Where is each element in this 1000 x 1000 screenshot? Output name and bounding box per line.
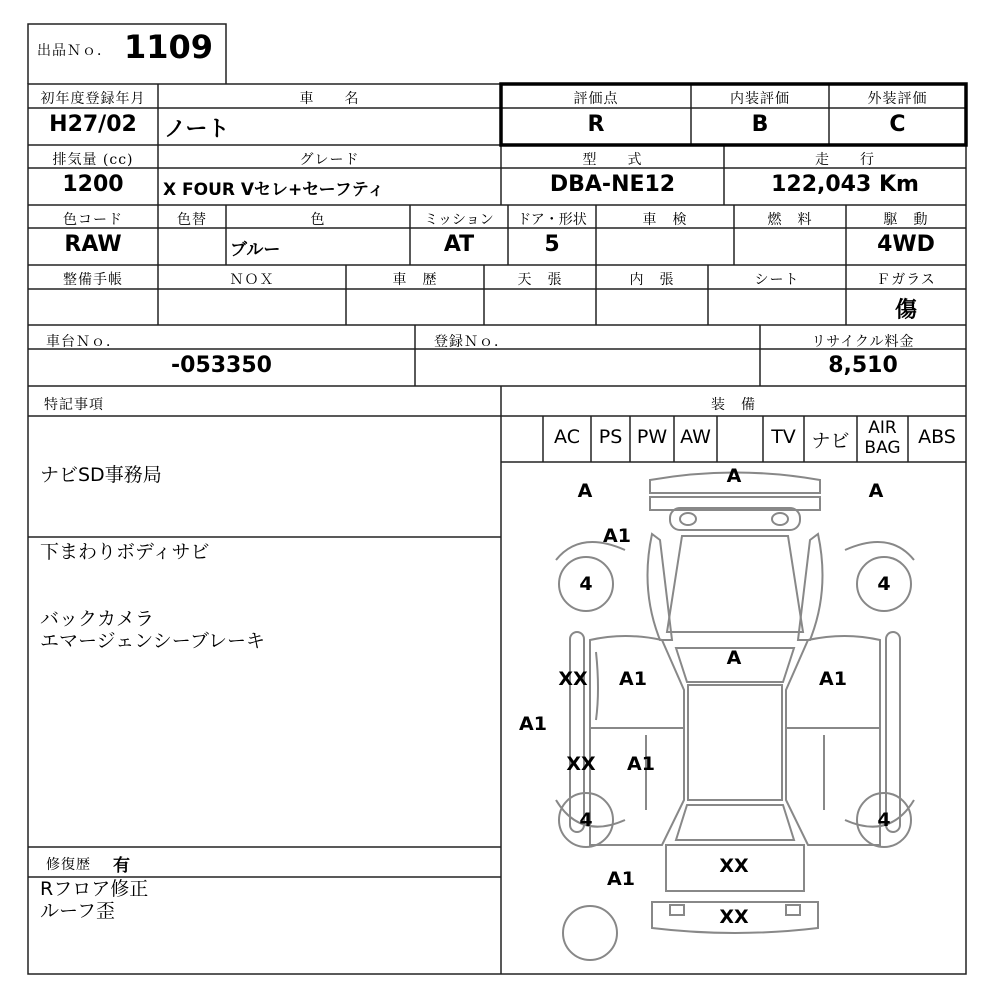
reg-date-value: H27/02: [49, 112, 137, 137]
mark-left-sill: A1: [519, 713, 547, 735]
equip-tv: TV: [771, 426, 796, 448]
inspection-label: 車 検: [642, 212, 688, 228]
notes-line-2: 下まわりボディサビ: [40, 541, 210, 563]
interior-label: 内装評価: [730, 91, 790, 107]
model-label: 型 式: [582, 152, 643, 168]
left-sill-shape: [570, 632, 584, 832]
repair-line-1: Rフロア修正: [40, 878, 149, 900]
color-value: ブルー: [230, 240, 281, 260]
mark-right-front-door: A1: [819, 668, 847, 690]
transmission-label: ミッション: [424, 212, 494, 228]
mark-trunk: XX: [719, 855, 749, 877]
color-code-value: RAW: [64, 232, 122, 257]
mark-left-rear-door-xx: XX: [566, 753, 596, 775]
doors-value: 5: [544, 232, 560, 257]
mark-left-front-door-a1: A1: [619, 668, 647, 690]
mark-left-front-door-xx: XX: [558, 668, 588, 690]
color-label: 色: [310, 212, 326, 228]
equip-aw: AW: [680, 426, 711, 448]
score-label: 評価点: [573, 91, 619, 107]
exterior-label: 外装評価: [867, 91, 928, 107]
fglass-value: 傷: [894, 298, 917, 323]
interior-value: B: [751, 112, 769, 137]
grade-value: X FOUR Vセレ+セーフティ: [163, 180, 385, 200]
displacement-label: 排気量 (cc): [52, 152, 134, 168]
mark-roof: A: [726, 647, 742, 669]
right-sill-shape: [886, 632, 900, 832]
mark-front-right-corner: A: [868, 480, 884, 502]
mark-rear-bumper: XX: [719, 906, 749, 928]
score-value: R: [587, 112, 605, 137]
model-value: DBA-NE12: [549, 172, 676, 197]
equip-ac: AC: [554, 426, 580, 448]
lot-number: 1109: [124, 28, 214, 66]
recycle-label: リサイクル料金: [811, 334, 915, 350]
fuel-label: 燃 料: [767, 212, 813, 228]
repair-line-2: ルーフ歪: [40, 900, 116, 922]
car-name-value: ノート: [164, 117, 230, 142]
notes-line-1: ナビSD事務局: [40, 464, 162, 486]
mark-hood-left: A1: [603, 525, 631, 547]
roof-label: 天 張: [517, 272, 563, 288]
repair-value: 有: [113, 856, 130, 876]
repaint-label: 色替: [177, 212, 207, 228]
grille-shape: [670, 508, 800, 530]
equip-abs: ABS: [918, 426, 956, 448]
notes-line-3: バックカメラ: [40, 608, 155, 630]
notes-line-4: エマージェンシーブレーキ: [40, 630, 266, 652]
exterior-value: C: [889, 112, 906, 137]
mark-tire-rr: 4: [877, 809, 891, 831]
drive-value: 4WD: [877, 232, 935, 257]
equip-ps: PS: [598, 426, 623, 448]
notes-label: 特記事項: [44, 397, 104, 413]
repair-label: 修復歴: [46, 857, 91, 873]
equipment-label: 装 備: [711, 397, 756, 413]
color-code-label: 色コード: [63, 212, 123, 228]
mark-rear-left: A1: [607, 868, 635, 890]
nox-label: ＮＯＸ: [229, 272, 275, 288]
registration-label: 登録Ｎｏ．: [434, 334, 509, 350]
mark-tire-fr: 4: [877, 573, 891, 595]
fglass-label: Ｆガラス: [876, 272, 936, 288]
mark-tire-rl: 4: [579, 809, 593, 831]
mark-left-rear-door-a1: A1: [627, 753, 655, 775]
recycle-value: 8,510: [828, 353, 898, 378]
lot-label: 出品Ｎｏ．: [37, 43, 112, 59]
seat-label: シート: [754, 272, 800, 288]
chassis-value: -053350: [171, 353, 272, 378]
mark-front-left-corner: A: [577, 480, 593, 502]
transmission-value: AT: [443, 232, 475, 257]
reg-date-label: 初年度登録年月: [40, 91, 146, 107]
mileage-value: 122,043 Km: [771, 172, 919, 197]
interior-trim-label: 内 張: [629, 272, 675, 288]
spare-tire-shape: [563, 906, 617, 960]
drive-label: 駆 動: [883, 212, 929, 228]
equip-airbag: AIR BAG: [864, 418, 901, 458]
hood-shape: [667, 536, 803, 632]
equip-pw: PW: [636, 426, 668, 448]
mark-tire-fl: 4: [579, 573, 593, 595]
grade-label: グレード: [299, 152, 360, 168]
doors-label: ドア・形状: [517, 212, 587, 228]
chassis-label: 車台Ｎｏ．: [46, 334, 121, 350]
history-label: 車 歴: [392, 272, 438, 288]
equip-navi: ナビ: [811, 430, 850, 452]
displacement-value: 1200: [62, 172, 124, 197]
roof-shape: [688, 685, 782, 800]
mark-front-bumper: A: [726, 465, 742, 487]
maintenance-label: 整備手帳: [63, 272, 123, 288]
mileage-label: 走 行: [815, 152, 875, 168]
car-name-label: 車 名: [299, 91, 360, 107]
